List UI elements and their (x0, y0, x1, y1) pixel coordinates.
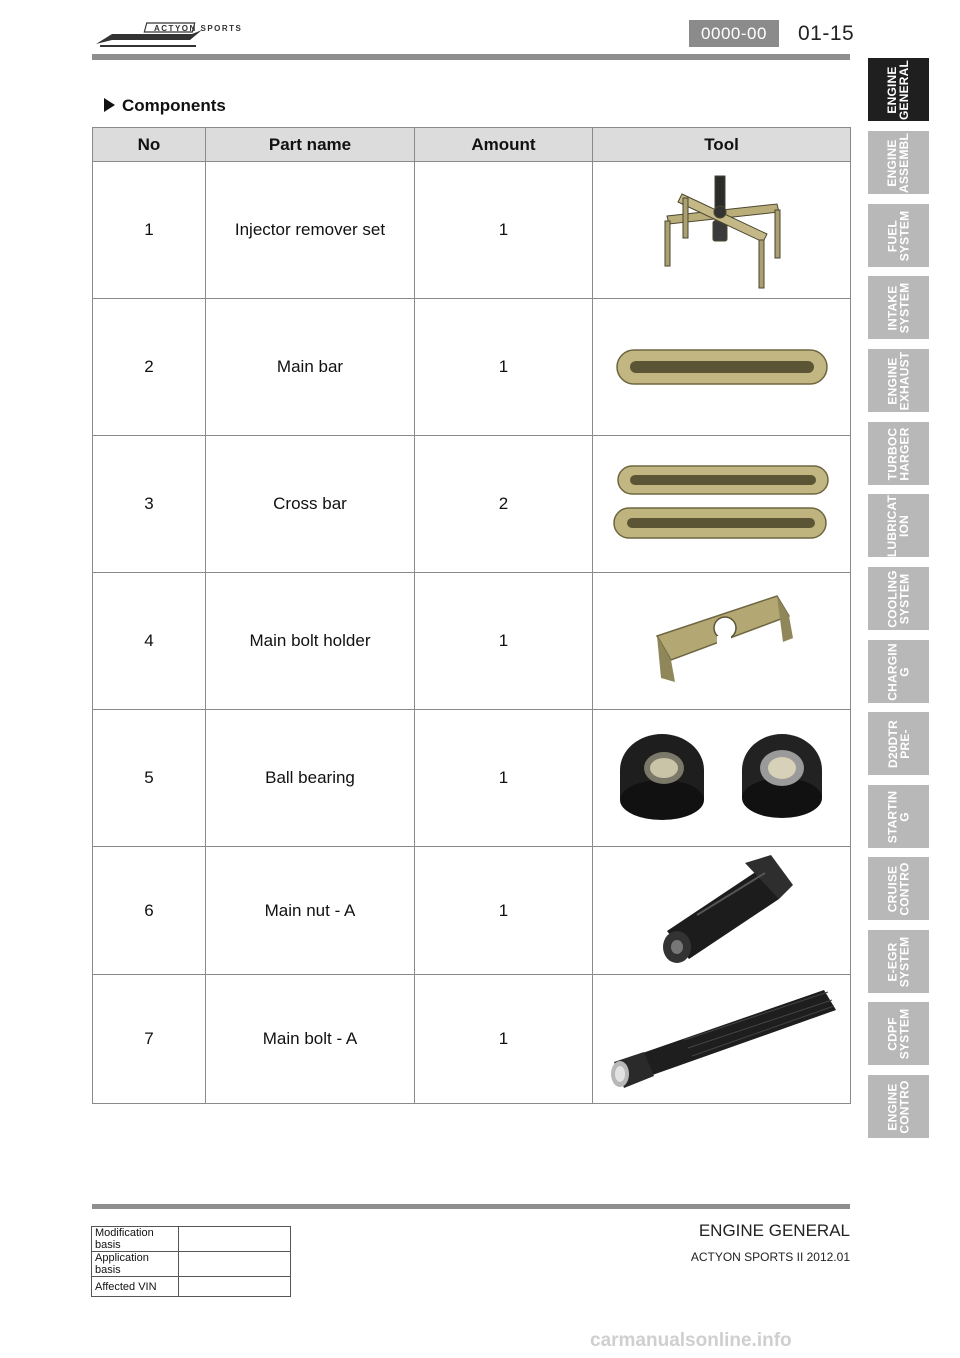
cell-part-name: Main nut - A (206, 847, 415, 975)
table-row (93, 436, 851, 573)
table-row (93, 975, 851, 1104)
table-header-row (93, 128, 851, 162)
header-no: No (93, 128, 206, 162)
main-bar-icon (612, 342, 832, 392)
sidebar-tab-e-egr-system[interactable] (868, 930, 929, 993)
header-amount: Amount (415, 128, 593, 162)
main-bolt-icon (604, 986, 840, 1092)
section-title-text: Components (122, 96, 226, 115)
sidebar-tab-label: ENGINE EXHAUST (885, 351, 912, 410)
cell-amount: 2 (415, 436, 593, 573)
sidebar-tab-cooling-system[interactable] (868, 567, 929, 630)
cell-no: 6 (93, 847, 206, 975)
cell-tool (593, 847, 851, 975)
cell-part-name: Main bolt - A (206, 975, 415, 1104)
sidebar-tab-label: FUEL SYSTEM (885, 210, 912, 261)
cell-no: 4 (93, 573, 206, 710)
table-row (92, 1252, 291, 1277)
table-row (93, 299, 851, 436)
cell-tool (593, 710, 851, 847)
sidebar-tab-cruise-control[interactable] (868, 857, 929, 920)
sidebar-tab-engine-exhaust[interactable] (868, 349, 929, 412)
cell-part-name: Main bolt holder (206, 573, 415, 710)
cell-part-name: Injector remover set (206, 162, 415, 299)
cell-part-name: Cross bar (206, 436, 415, 573)
actyon-sports-logo (92, 22, 243, 48)
sidebar-tab-label: STARTIN G (885, 790, 912, 843)
cell-amount: 1 (415, 847, 593, 975)
cell-no: 2 (93, 299, 206, 436)
cross-bar-icon (610, 462, 834, 546)
sidebar-tab-label: D20DTR PRE- (885, 719, 912, 768)
sidebar-tab-turbocharger[interactable] (868, 422, 929, 485)
sidebar-tab-label: INTAKE SYSTEM (885, 282, 912, 333)
table-row (93, 710, 851, 847)
cell-tool (593, 162, 851, 299)
components-table (92, 127, 851, 1104)
document-code: 0000-00 (689, 20, 779, 47)
table-row (93, 847, 851, 975)
sidebar-tab-label: LUBRICAT ION (885, 494, 912, 557)
cell-tool (593, 573, 851, 710)
sidebar-tab-engine-general[interactable] (868, 58, 929, 121)
sidebar-tab-label: CHARGIN G (885, 642, 912, 701)
modification-table (91, 1226, 291, 1297)
cell-amount: 1 (415, 710, 593, 847)
table-row (93, 573, 851, 710)
modification-basis-label: Modification basis (92, 1227, 179, 1252)
sidebar-tab-label: CRUISE CONTRO (885, 861, 912, 916)
cell-amount: 1 (415, 299, 593, 436)
cell-no: 5 (93, 710, 206, 847)
affected-vin-label: Affected VIN (92, 1277, 179, 1297)
cell-no: 7 (93, 975, 206, 1104)
affected-vin-value (179, 1277, 291, 1297)
section-title (104, 95, 226, 117)
sidebar-tab-label: E-EGR SYSTEM (885, 936, 912, 987)
top-divider (92, 54, 850, 60)
cell-tool (593, 436, 851, 573)
cell-part-name: Ball bearing (206, 710, 415, 847)
page-number: 01-15 (798, 22, 855, 45)
cell-no: 1 (93, 162, 206, 299)
table-row (93, 162, 851, 299)
table-row (92, 1227, 291, 1252)
table-row (92, 1277, 291, 1297)
injector-remover-set-icon (647, 166, 797, 294)
sidebar-tab-label: TURBOC HARGER (885, 426, 912, 481)
footer-title: ENGINE GENERAL (698, 1221, 850, 1240)
application-basis-value (179, 1252, 291, 1277)
main-bolt-holder-icon (647, 586, 797, 696)
main-nut-icon (647, 855, 797, 967)
watermark: carmanualsonline.info (590, 1330, 792, 1351)
cell-no: 3 (93, 436, 206, 573)
cell-tool (593, 975, 851, 1104)
cell-amount: 1 (415, 573, 593, 710)
header-tool: Tool (593, 128, 851, 162)
triangle-bullet-icon (104, 98, 115, 112)
application-basis-label: Application basis (92, 1252, 179, 1277)
ball-bearing-icon (614, 726, 830, 830)
cell-amount: 1 (415, 975, 593, 1104)
header-part-name: Part name (206, 128, 415, 162)
sidebar-tab-label: ENGINE ASSEMBL (885, 132, 912, 193)
sidebar-tab-fuel-system[interactable] (868, 204, 929, 267)
bottom-divider (92, 1204, 850, 1209)
sidebar-tab-charging[interactable] (868, 640, 929, 703)
sidebar-tab-label: COOLING SYSTEM (885, 569, 912, 628)
sidebar-tab-intake-system[interactable] (868, 276, 929, 339)
modification-basis-value (179, 1227, 291, 1252)
logo-lettering: ACTYON SPORTS (154, 24, 243, 33)
footer-subtitle: ACTYON SPORTS II 2012.01 (690, 1250, 850, 1264)
cell-amount: 1 (415, 162, 593, 299)
sidebar-tab-label: ENGINE CONTRO (885, 1079, 912, 1134)
sidebar-tab-lubrication[interactable] (868, 494, 929, 557)
sidebar-tab-label: CDPF SYSTEM (885, 1008, 912, 1059)
sidebar-tab-starting[interactable] (868, 785, 929, 848)
cell-tool (593, 299, 851, 436)
sidebar-tab-engine-control[interactable] (868, 1075, 929, 1138)
sidebar-tab-label: ENGINE GENERAL (885, 59, 912, 120)
cell-part-name: Main bar (206, 299, 415, 436)
sidebar-tab-d20dtr-pre[interactable] (868, 712, 929, 775)
sidebar-tab-engine-assembly[interactable] (868, 131, 929, 194)
sidebar-tab-cdpf-system[interactable] (868, 1002, 929, 1065)
